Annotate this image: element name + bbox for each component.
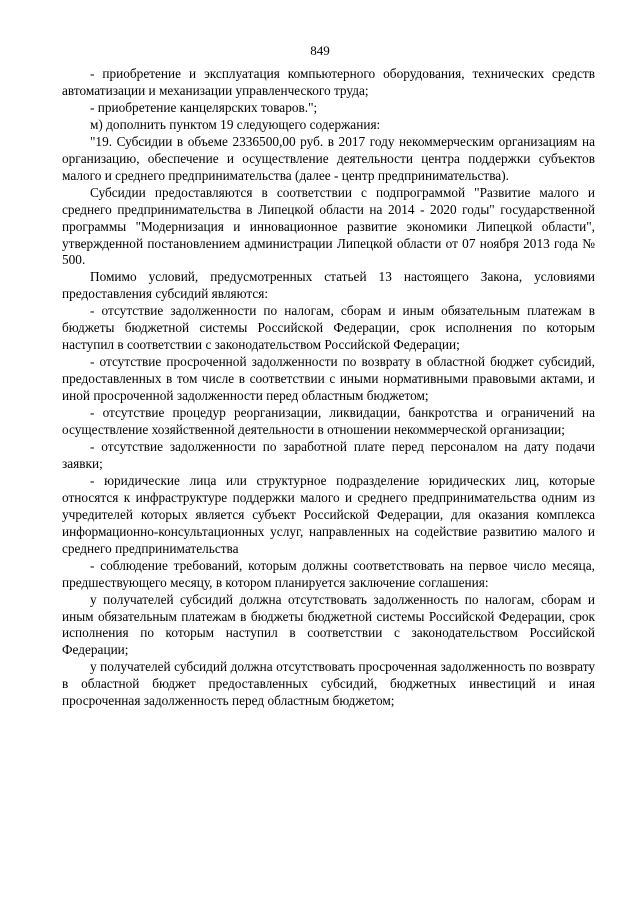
paragraph: - юридические лица или структурное подразделение юридических лиц, которые относятся к инфраструктуре поддержки малого и среднего предпринимательства одним из учредителей которых является субъект Российской Федерации, для оказания комплекса информационно-консультационных услуг, направленных на содействие развитию малого и среднего предпринимательства	[62, 472, 595, 556]
paragraph: - соблюдение требований, которым должны соответствовать на первое число месяца, предшествующего месяцу, в котором планируется заключение соглашения:	[62, 557, 595, 590]
paragraph: м) дополнить пунктом 19 следующего содержания:	[90, 116, 381, 132]
paragraph: - отсутствие задолженности по заработной плате перед персоналом на дату подачи заявки;	[62, 438, 595, 471]
paragraph: Помимо условий, предусмотренных статьей 13 настоящего Закона, условиями предоставления субсидий являются:	[62, 269, 595, 302]
paragraph: Субсидии предоставляются в соответствии с подпрограммой "Развитие малого и среднего предпринимательства в Липецкой области на 2014 - 2020 годы" государственной программы "Модернизация и инновационное развитие экономики Липецкой области", утвержденной постановлением администрации Липецкой области от 07 ноября 2013 года № 500.	[62, 184, 595, 268]
paragraph: - отсутствие задолженности по налогам, сборам и иным обязательным платежам в бюджеты бюджетной системы Российской Федерации, срок исполнения по которым наступил в соответствии с законодательством Российской Федерации;	[62, 303, 595, 353]
paragraph: - приобретение и эксплуатация компьютерного оборудования, технических средств автоматизации и механизации управленческого труда;	[62, 66, 595, 98]
paragraph: у получателей субсидий должна отсутствовать просроченная задолженность по возврату в областной бюджет предоставленных субсидий, бюджетных инвестиций и иная просроченная задолженность перед областным бюджетом;	[62, 659, 595, 709]
paragraph: - отсутствие просроченной задолженности по возврату в областной бюджет субсидий, предоставленных в том числе в соответствии с иными нормативными правовыми актами, и иной просроченной задолженности перед областным бюджетом;	[62, 354, 595, 404]
document-body	[62, 66, 595, 710]
page-number: 849	[310, 43, 330, 58]
paragraph: у получателей субсидий должна отсутствовать задолженность по налогам, сборам и иным обязательным платежам в бюджеты бюджетной системы Российской Федерации, срок исполнения по которым наступил в соответствии с законодательством Российской Федерации;	[62, 591, 595, 658]
paragraph: "19. Субсидии в объеме 2336500,00 руб. в 2017 году некоммерческим организациям на организацию, обеспечение и осуществление деятельности центра поддержки субъектов малого и среднего предпринимательства (далее - центр предпринимательства).	[62, 133, 595, 183]
paragraph: - приобретение канцелярских товаров.";	[90, 99, 318, 115]
paragraph: - отсутствие процедур реорганизации, ликвидации, банкротства и ограничений на осуществление хозяйственной деятельности в отношении некоммерческой организации;	[62, 405, 595, 438]
